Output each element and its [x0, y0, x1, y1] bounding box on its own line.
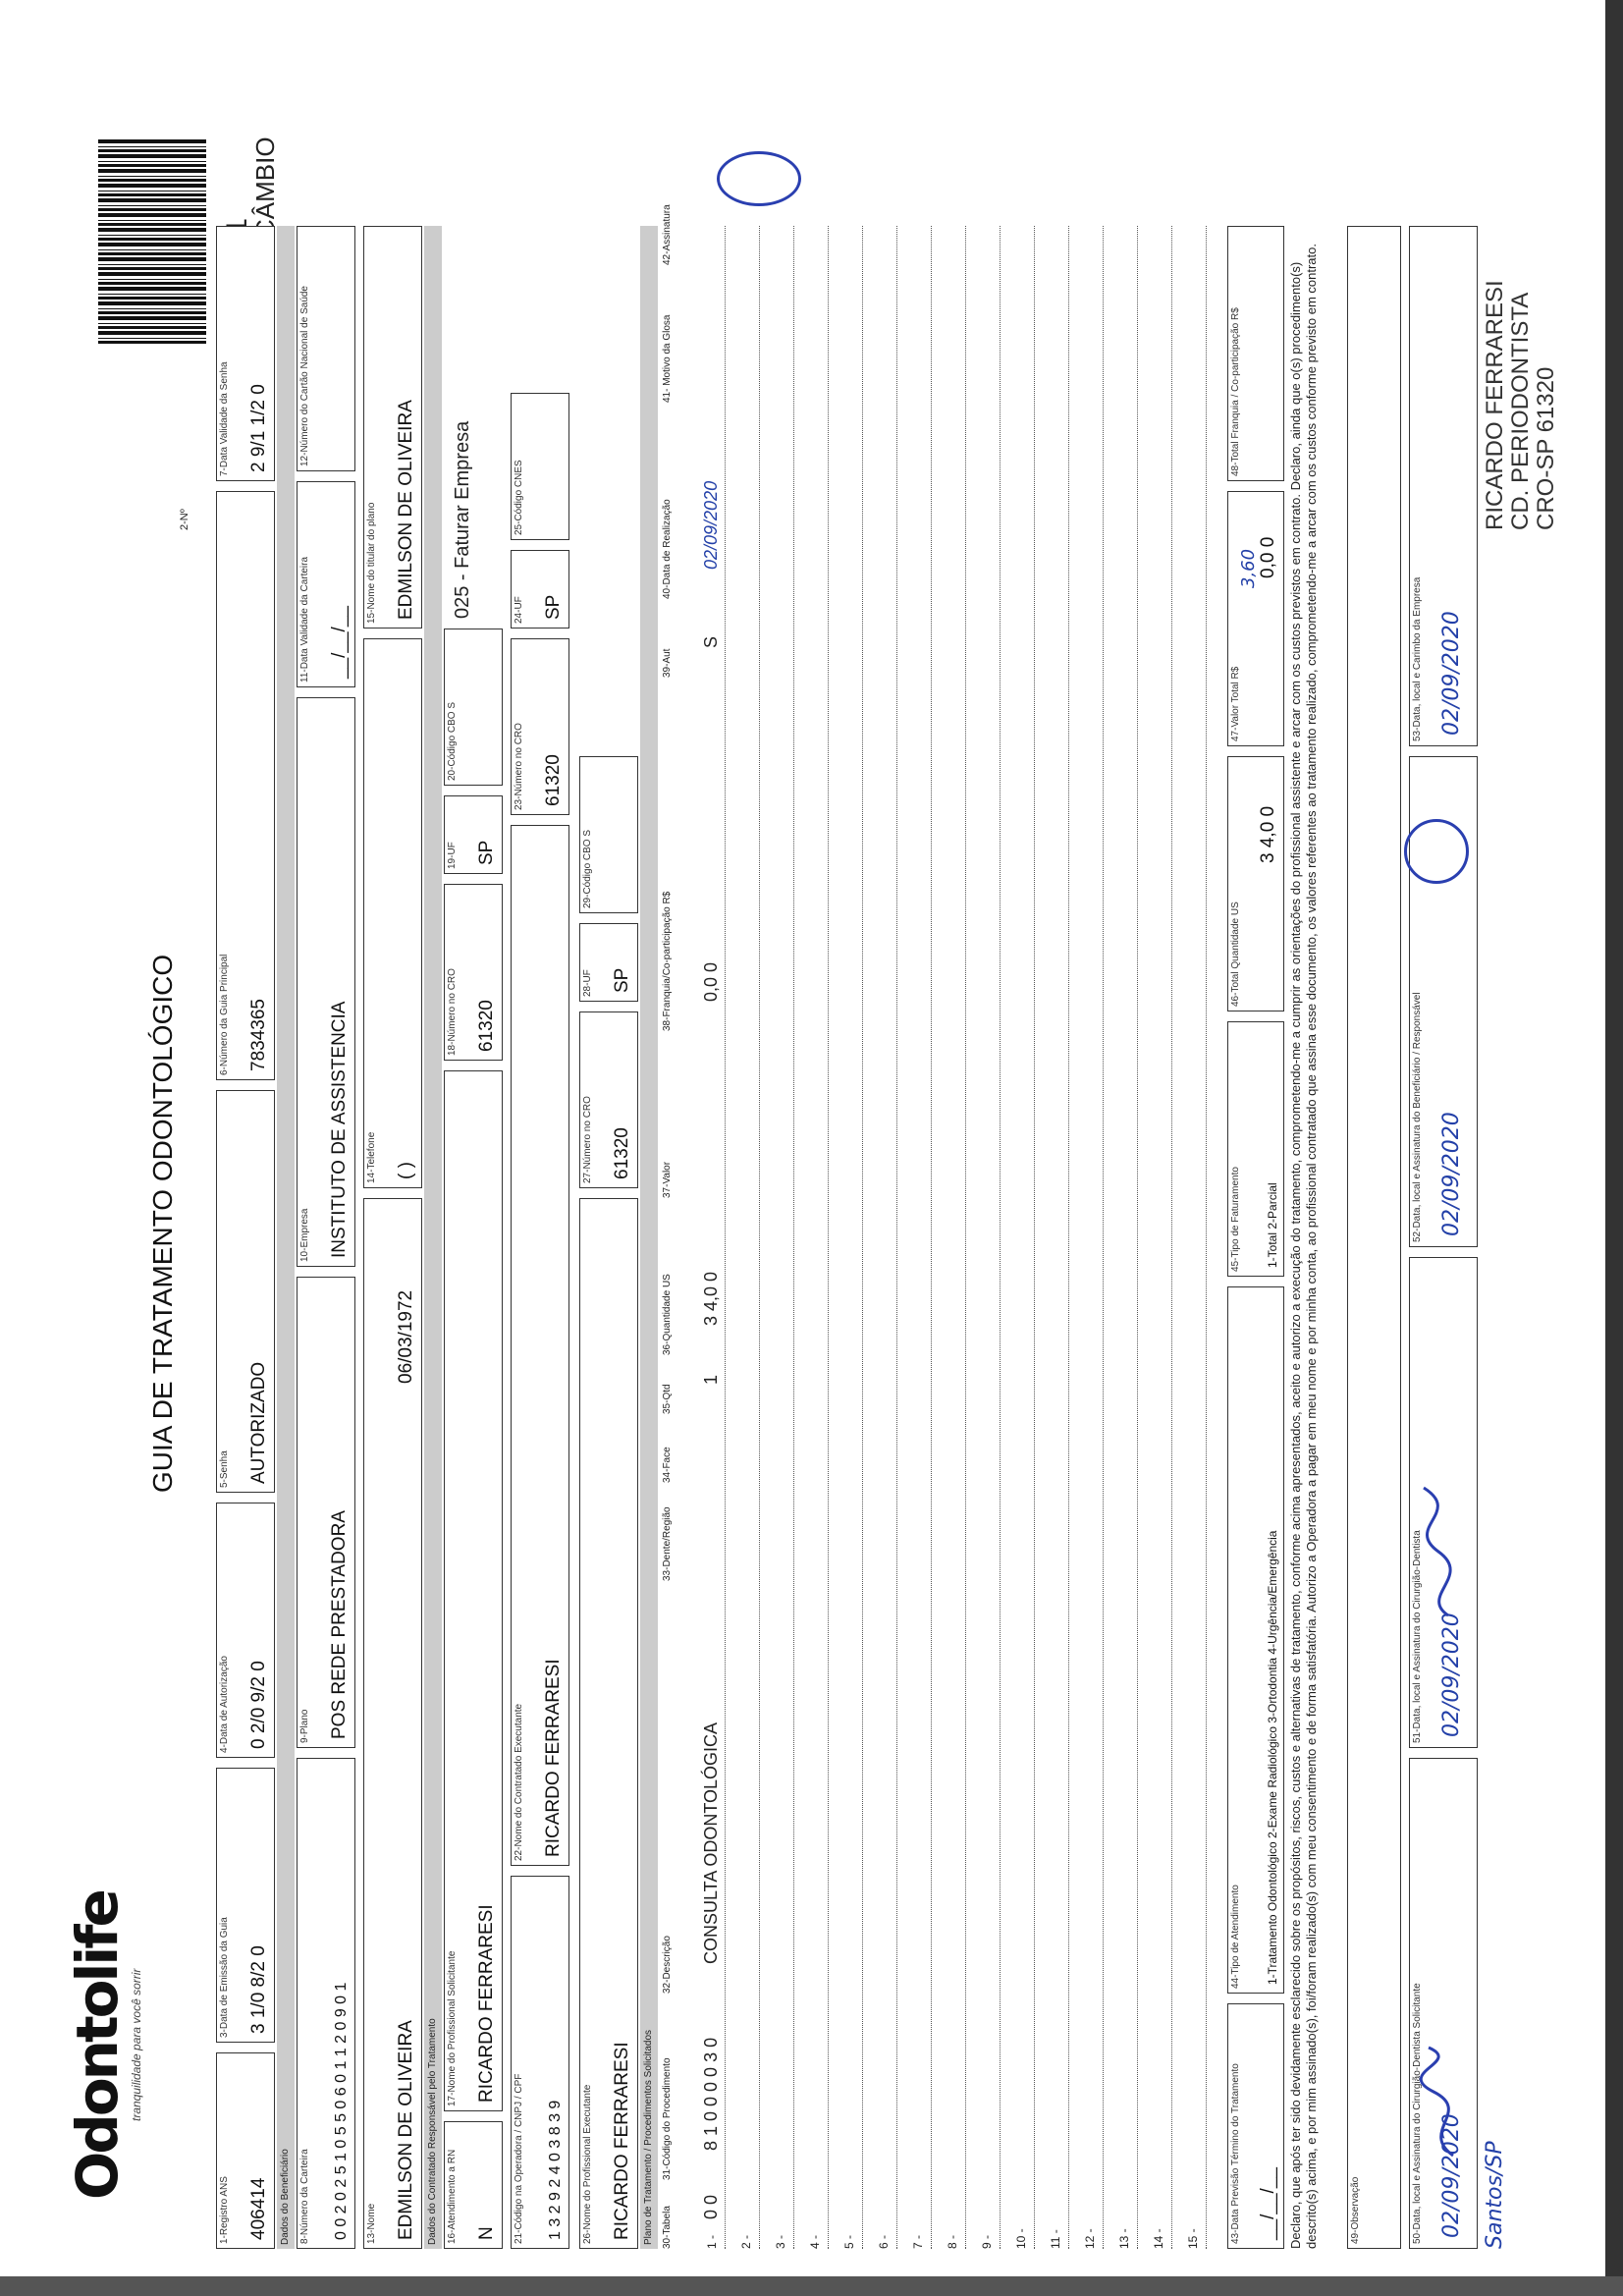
value: 0 0 2 0 2 5 1 0 5 5 0 6 0 1 1 2 0 9 0 1 — [333, 1982, 350, 2240]
label: 9-Plano — [299, 1709, 310, 1743]
label: 14-Telefone — [366, 1131, 377, 1183]
field-atend-rn — [444, 2121, 503, 2249]
label: 44-Tipo de Atendimento — [1230, 1885, 1241, 1989]
label: 48-Total Franquia / Co-participação R$ — [1230, 307, 1241, 476]
label: 4-Data de Autorização — [219, 1656, 230, 1753]
handwritten-value: 3,60 — [1238, 548, 1259, 588]
value: EDMILSON DE OLIVEIRA — [396, 400, 416, 620]
row-number: 4 - — [808, 2234, 822, 2249]
field-uf-sol — [444, 795, 503, 874]
column-header: 35-Qtd — [662, 1384, 673, 1414]
row-number: 12 - — [1083, 2228, 1097, 2249]
label: 53-Data, local e Carimbo da Empresa — [1412, 576, 1423, 741]
handwritten-date: 02/09/2020 — [1439, 611, 1464, 736]
field-total-franquia — [1227, 226, 1284, 481]
field-valor-total — [1227, 491, 1284, 746]
row-number: 9 - — [980, 2234, 994, 2249]
handwritten-place: Santos/SP — [1483, 2141, 1507, 2249]
table-row — [1171, 226, 1172, 2249]
table-row — [862, 226, 863, 2249]
row-number: 10 - — [1014, 2228, 1028, 2249]
field-senha — [216, 1090, 275, 1493]
declaration-text: Declaro, que após ter sido devidamente esclarecido sobre os propósitos, riscos, custos e alternativas de tratamento, conforme acima apresentados, aceito e autorizo a execução do tratamento, comprometendo-me a cumprir as orientações do profissional assistente e arcar com os custos previstos em contrato. Declaro, ainda que o(s) procedimento(s) descrito(s) acima, e por mim assinado(s), foi/foram realizado(s) com meu consentimento e de forma satisfatória. Autorizo a Operadora a pagar em meu nome e por minha conta, ao profissional contratado que assina esse documento, os valores referentes ao tratamento realizado, comprometendo-me a arcar com os custos conforme previsto em contrato. — [1288, 244, 1319, 2249]
row-number: 11 - — [1049, 2229, 1062, 2249]
field-cbo-sol — [444, 629, 503, 786]
column-header: 42-Assinatura — [662, 204, 673, 265]
section-contratado: Dados do Contratado Responsável pelo Tratamento — [424, 226, 442, 2249]
label: 7-Data Validade da Senha — [219, 361, 230, 476]
value: 2 9/1 1/2 0 — [248, 384, 269, 472]
value: 61320 — [612, 1127, 632, 1179]
table-cell: S — [701, 635, 721, 648]
row-number: 5 - — [842, 2234, 856, 2249]
table-row — [1000, 226, 1001, 2249]
stamp-line: CRO-SP 61320 — [1533, 366, 1559, 530]
barcode — [98, 137, 206, 344]
value: 0 2/0 9/2 0 — [248, 1661, 269, 1749]
column-header: 40-Data de Realização — [662, 499, 673, 599]
rotated-form — [10, 128, 1600, 2288]
label: 8-Número da Carteira — [299, 2149, 310, 2244]
field-cro-prof — [579, 1011, 638, 1188]
value: 3 4,0 0 — [1258, 805, 1278, 863]
label: 19-UF — [447, 842, 458, 869]
field-registro-ans — [216, 2052, 275, 2249]
value: AUTORIZADO — [248, 1361, 269, 1484]
value: ( ) — [396, 1162, 416, 1179]
value: 1-Total 2-Parcial — [1266, 1182, 1279, 1268]
value: N — [476, 2226, 497, 2240]
column-header: 36-Quantidade US — [662, 1274, 673, 1355]
label: 17-Nome do Profissional Solicitante — [447, 1950, 458, 2106]
value: 406414 — [248, 2177, 269, 2240]
label: 3-Data de Emissão da Guia — [219, 1917, 230, 2038]
label: 47-Valor Total R$ — [1230, 666, 1241, 741]
birth-date: 06/03/1972 — [396, 1289, 416, 1384]
field-previsao — [1227, 2003, 1284, 2249]
scan-edge — [1605, 0, 1623, 2296]
value: RICARDO FERRARESI — [543, 1659, 564, 1857]
row-number: 7 - — [911, 2234, 925, 2249]
field-empresa — [297, 697, 355, 1267]
field-data-autorizacao — [216, 1503, 275, 1758]
signature-scribble — [1414, 2043, 1473, 2160]
label: 45-Tipo de Faturamento — [1230, 1167, 1241, 1272]
field-titular — [363, 226, 422, 629]
value: 0,0 0 — [1258, 536, 1278, 578]
table-row — [1068, 226, 1069, 2249]
column-header: 38-Franquia/Co-participação R$ — [662, 891, 673, 1031]
label: 43-Data Previsão Término do Tratamento — [1230, 2063, 1241, 2244]
label: 15-Nome do titular do plano — [366, 502, 377, 624]
field-tipo-atend — [1227, 1286, 1284, 1994]
label: 51-Data, local e Assinatura do Cirurgião-Dentista — [1412, 1530, 1423, 1743]
column-header: 39-Aut — [662, 648, 673, 678]
field-uf-prof — [579, 923, 638, 1002]
table-cell: 0,0 0 — [701, 961, 721, 1002]
section-plano: Plano de Tratamento / Procedimentos Solicitados — [640, 226, 658, 2249]
value: __/__/__ — [329, 606, 350, 679]
label: 24-UF — [514, 596, 524, 624]
label: 22-Nome do Contratado Executante — [514, 1703, 524, 1861]
label: 25-Código CNES — [514, 460, 524, 535]
field-contratado-exec — [511, 825, 569, 1866]
field-validade-carteira — [297, 481, 355, 687]
value: 61320 — [476, 1000, 497, 1052]
field-guia-principal — [216, 491, 275, 1080]
field-prof-exec — [579, 1198, 638, 2249]
value: SP — [476, 840, 497, 865]
table-cell: 02/09/2020 — [701, 480, 721, 570]
table-row — [965, 226, 966, 2249]
label: 50-Data, local e Assinatura do Cirurgião-Dentista Solicitante — [1412, 1983, 1423, 2244]
scan-edge — [0, 2276, 1623, 2296]
column-header: 31-Código do Procedimento — [662, 2057, 673, 2180]
value: POS REDE PRESTADORA — [329, 1510, 350, 1739]
value: RICARDO FERRARESI — [476, 1904, 497, 2103]
label: 1-Registro ANS — [219, 2176, 230, 2244]
field-cbo-prof — [579, 756, 638, 913]
field-assinatura-50 — [1409, 1758, 1478, 2249]
stamp-line: RICARDO FERRARESI — [1482, 280, 1508, 530]
field-cns — [297, 226, 355, 471]
table-row — [1137, 226, 1138, 2249]
label: 26-Nome do Profissional Executante — [582, 2084, 593, 2244]
section-beneficiario: Dados do Beneficiário — [277, 226, 295, 2249]
table-row — [1034, 226, 1035, 2249]
label: 13-Nome — [366, 2203, 377, 2244]
field-prof-solicitante — [444, 1070, 503, 2111]
field-cro-sol — [444, 884, 503, 1061]
table-cell: 1 — [701, 1374, 721, 1385]
table-cell: 8 1 0 0 0 0 3 0 — [701, 2037, 721, 2151]
table-row — [828, 226, 829, 2249]
row-number: 6 - — [877, 2234, 891, 2249]
table-row — [725, 226, 726, 2249]
value: 1 3 2 9 2 4 0 3 8 3 9 — [547, 2100, 564, 2240]
value: SP — [612, 967, 632, 993]
label: 18-Número no CRO — [447, 968, 458, 1056]
label: 28-UF — [582, 969, 593, 997]
label: 27-Número no CRO — [582, 1096, 593, 1183]
guide-number-label: 2-Nº — [179, 509, 190, 530]
table-row — [931, 226, 932, 2249]
label: 16-Atendimento a RN — [447, 2149, 458, 2244]
label: 20-Código CBO S — [447, 701, 458, 781]
row-number: 14 - — [1152, 2228, 1165, 2249]
field-plano — [297, 1277, 355, 1748]
field-cnes — [511, 393, 569, 540]
table-row — [793, 226, 794, 2249]
value: RICARDO FERRARESI — [612, 2042, 632, 2240]
field-tipo-fat — [1227, 1021, 1284, 1277]
table-row — [1103, 226, 1104, 2249]
field-uf-exec — [511, 550, 569, 629]
label: 21-Código na Operadora / CNPJ / CPF — [514, 2073, 524, 2244]
column-header: 34-Face — [662, 1447, 673, 1483]
column-header: 33-Dente/Região — [662, 1506, 673, 1581]
field-carteira — [297, 1758, 355, 2249]
field-observacao — [1347, 226, 1401, 2249]
handwritten-date: 02/09/2020 — [1439, 2113, 1464, 2238]
value: EDMILSON DE OLIVEIRA — [396, 2020, 416, 2240]
value: 1-Tratamento Odontológico 2-Exame Radiológico 3-Ortodontia 4-Urgência/Emergência — [1266, 1530, 1279, 1985]
table-row — [1206, 226, 1207, 2249]
signature-scribble — [1414, 1483, 1473, 1620]
page-title: GUIA DE TRATAMENTO ODONTOLÓGICO — [147, 954, 178, 1493]
label: 10-Empresa — [299, 1208, 310, 1262]
column-header: 37-Valor — [662, 1161, 673, 1198]
label: 5-Senha — [219, 1450, 230, 1488]
label: 23-Número no CRO — [514, 723, 524, 810]
row-number: 8 - — [946, 2234, 959, 2249]
brand-tagline: tranquilidade para você sorrir — [130, 1968, 143, 2121]
table-cell: CONSULTA ODONTOLÓGICA — [701, 1722, 721, 1964]
row-number: 15 - — [1186, 2228, 1200, 2249]
value: __/__/__ — [1258, 2167, 1278, 2240]
signature-mark — [717, 151, 801, 206]
row-number: 1 - — [705, 2234, 719, 2249]
label: 6-Número da Guia Principal — [219, 954, 230, 1075]
label: 11-Data Validade da Carteira — [299, 556, 310, 683]
field-nome — [363, 1198, 422, 2249]
signature-mark — [1404, 819, 1469, 884]
value: INSTITUTO DE ASSISTENCIA — [329, 1001, 350, 1258]
label: 46-Total Quantidade US — [1230, 902, 1241, 1007]
label: 52-Data, local e Assinatura do Beneficiário / Responsável — [1412, 992, 1423, 1242]
field-total-us — [1227, 756, 1284, 1011]
value: 7834365 — [248, 999, 269, 1071]
stamp-line: CD. PERIODONTISTA — [1507, 292, 1534, 530]
row-number: 2 - — [739, 2234, 753, 2249]
row-number: 3 - — [774, 2234, 787, 2249]
column-header: 41- Motivo da Glosa — [662, 314, 673, 403]
label: 12-Número do Cartão Nacional de Saúde — [299, 286, 310, 466]
value: 61320 — [543, 754, 564, 806]
column-header: 30-Tabela — [662, 2206, 673, 2249]
label: 29-Código CBO S — [582, 829, 593, 908]
value: 3 1/0 8/2 0 — [248, 1945, 269, 2034]
faturar-note: 025 - Faturar Empresa — [452, 420, 473, 619]
handwritten-date: 02/09/2020 — [1439, 1112, 1464, 1236]
field-assinatura-53 — [1409, 226, 1478, 746]
column-header: 32-Descrição — [662, 1936, 673, 1994]
field-data-emissao — [216, 1768, 275, 2043]
table-row — [759, 226, 760, 2249]
table-cell: 3 4,0 0 — [701, 1271, 721, 1326]
row-number: 13 - — [1117, 2228, 1131, 2249]
brand-logo: Odontolife — [64, 1891, 131, 2200]
dentist-stamp — [1483, 280, 1559, 530]
value: SP — [543, 594, 564, 620]
field-cro-exec — [511, 638, 569, 815]
field-telefone — [363, 638, 422, 1188]
label: 49-Observação — [1350, 2176, 1361, 2244]
handwritten-date: 02/09/2020 — [1439, 1613, 1464, 1737]
field-cod-operadora — [511, 1876, 569, 2249]
table-cell: 0 0 — [701, 2194, 721, 2219]
table-row — [896, 226, 897, 2249]
field-validade-senha — [216, 226, 275, 481]
